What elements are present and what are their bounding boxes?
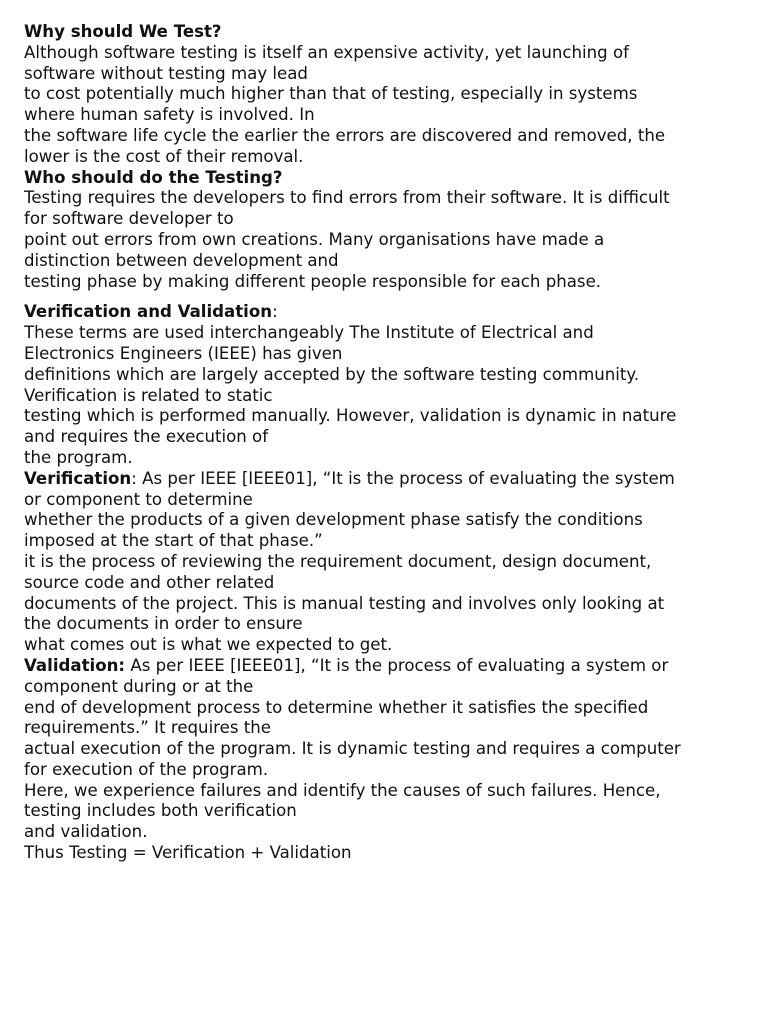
vv-paragraph <box>24 323 754 469</box>
text-line: and requires the execution of <box>24 427 269 447</box>
testing-equation: Thus Testing = Verification + Validation <box>24 843 352 863</box>
text-line: the documents in order to ensure <box>24 614 303 634</box>
paragraph-gap <box>24 292 754 302</box>
text-line: the program. <box>24 447 133 467</box>
heading-who-tests: Who should do the Testing? <box>24 167 283 187</box>
who-paragraph <box>24 188 754 292</box>
text-line: to cost potentially much higher than that of testing, especially in systems <box>24 84 638 104</box>
text-line: point out errors from own creations. Many organisations have made a <box>24 229 605 249</box>
heading-vv-colon: : <box>272 302 278 322</box>
text-line: requirements.” It requires the <box>24 718 272 738</box>
text-line: actual execution of the program. It is dynamic testing and requires a computer <box>24 739 681 759</box>
verification-paragraph <box>24 469 754 656</box>
text-line: These terms are used interchangeably The Institute of Electrical and <box>24 323 594 343</box>
verification-definition-start: : As per IEEE [IEEE01], “It is the process of evaluating the system <box>131 468 675 488</box>
text-line: Verification is related to static <box>24 385 273 405</box>
text-line: and validation. <box>24 822 148 842</box>
text-line: distinction between development and <box>24 250 339 270</box>
text-line: Although software testing is itself an expensive activity, yet launching of <box>24 42 629 62</box>
text-line: where human safety is involved. In <box>24 105 315 125</box>
text-line: or component to determine <box>24 489 253 509</box>
text-line: Here, we experience failures and identify the causes of such failures. Hence, <box>24 780 661 800</box>
text-line: testing phase by making different people responsible for each phase. <box>24 271 602 291</box>
validation-label: Validation: <box>24 655 126 675</box>
text-line: source code and other related <box>24 572 275 592</box>
text-line: whether the products of a given development phase satisfy the conditions <box>24 510 643 530</box>
validation-first-line <box>24 656 754 677</box>
text-line: it is the process of reviewing the requirement document, design document, <box>24 551 652 571</box>
text-line: the software life cycle the earlier the errors are discovered and removed, the <box>24 125 666 145</box>
heading-vv-text: Verification and Validation <box>24 302 273 322</box>
validation-paragraph <box>24 656 754 864</box>
text-line: for execution of the program. <box>24 759 269 779</box>
text-line: testing includes both verification <box>24 801 297 821</box>
document-page <box>24 22 754 864</box>
text-line: software without testing may lead <box>24 63 308 83</box>
verification-label: Verification <box>24 468 132 488</box>
text-line: Testing requires the developers to find errors from their software. It is difficult <box>24 188 670 208</box>
text-line: what comes out is what we expected to get. <box>24 635 393 655</box>
heading-why-test: Why should We Test? <box>24 22 222 41</box>
text-line: end of development process to determine whether it satisfies the specified <box>24 697 649 717</box>
verification-first-line <box>24 469 754 490</box>
validation-definition-start: As per IEEE [IEEE01], “It is the process of evaluating a system or <box>125 655 669 675</box>
text-line: definitions which are largely accepted by the software testing community. <box>24 364 640 384</box>
text-line: documents of the project. This is manual testing and involves only looking at <box>24 593 665 613</box>
text-line: Electronics Engineers (IEEE) has given <box>24 343 343 363</box>
text-line: for software developer to <box>24 209 234 229</box>
why-paragraph <box>24 43 754 168</box>
heading-verification-validation <box>24 302 754 323</box>
text-line: component during or at the <box>24 676 254 696</box>
text-line: testing which is performed manually. However, validation is dynamic in nature <box>24 406 677 426</box>
text-line: lower is the cost of their removal. <box>24 146 304 166</box>
text-line: imposed at the start of that phase.” <box>24 531 323 551</box>
